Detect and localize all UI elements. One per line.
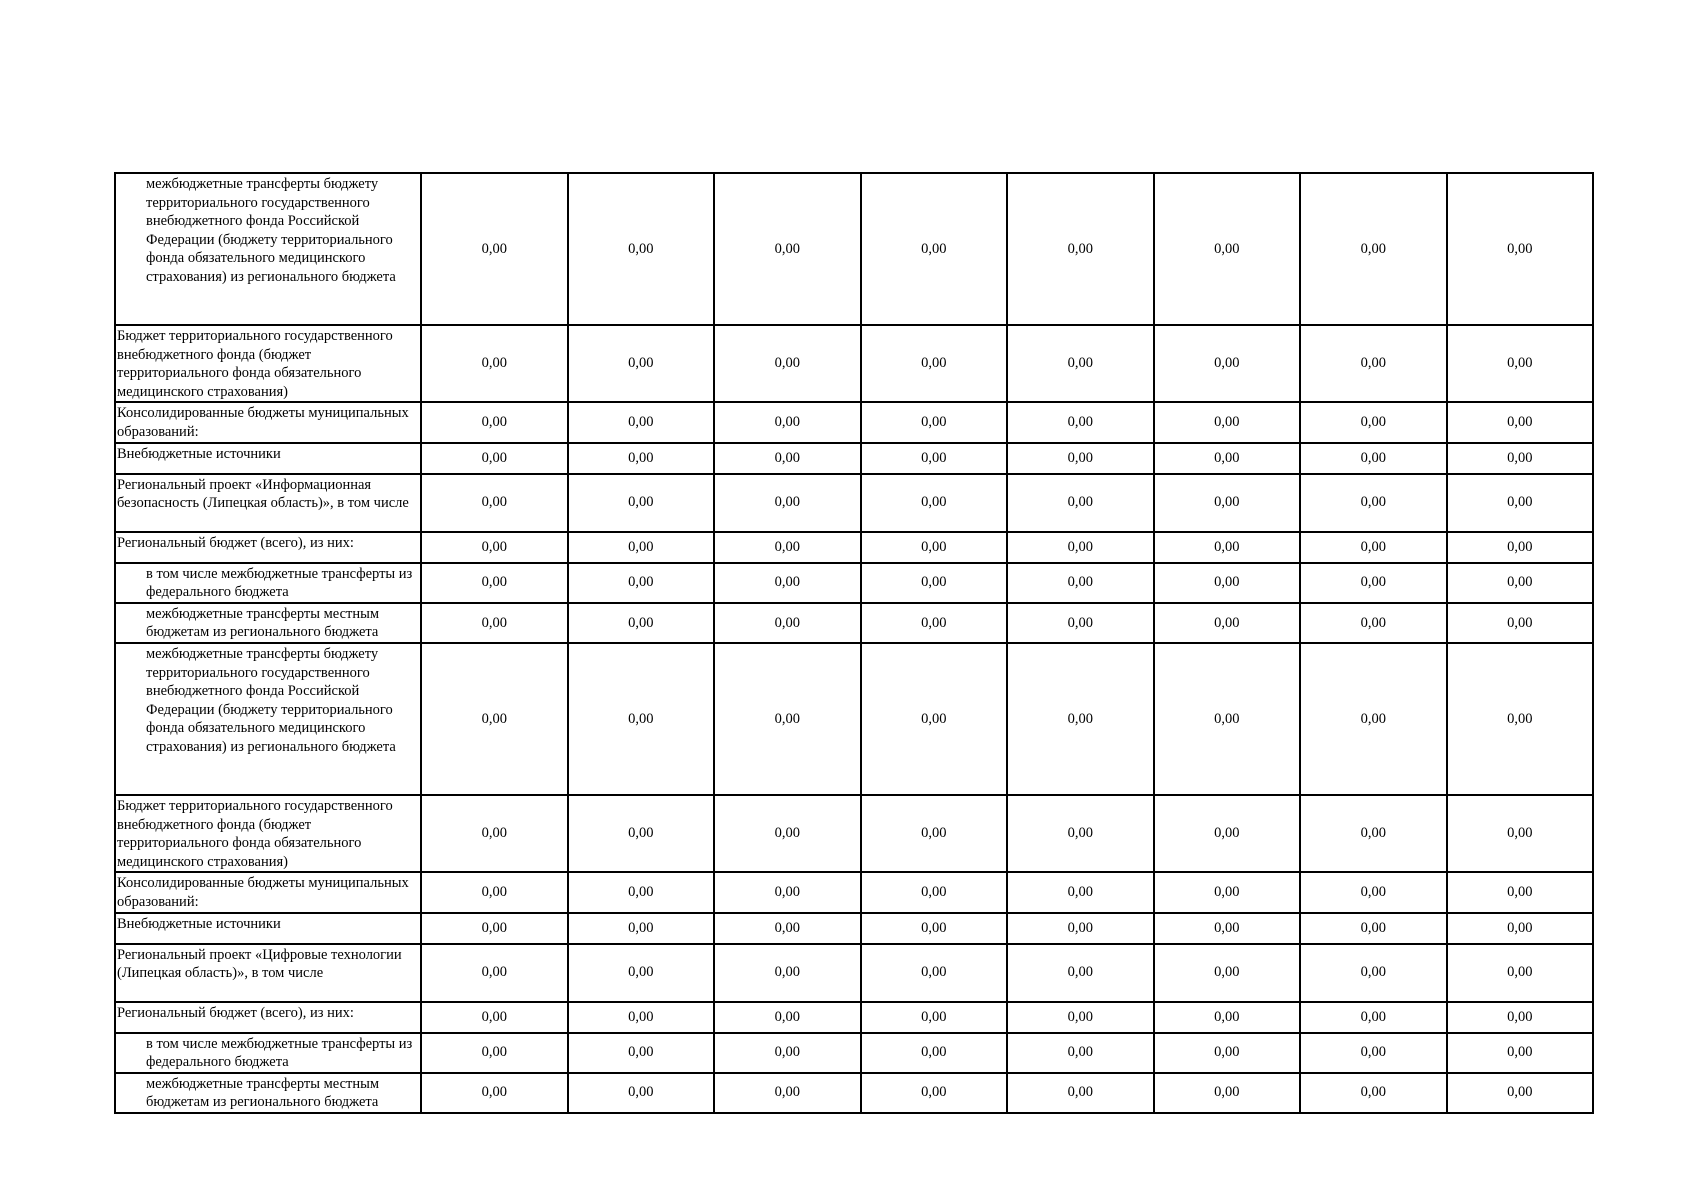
budget-table	[114, 172, 1594, 1114]
value-cell: 0,00	[1300, 532, 1447, 563]
value-cell: 0,00	[1300, 603, 1447, 643]
value-cell: 0,00	[714, 603, 861, 643]
value-cell: 0,00	[1300, 913, 1447, 944]
value-cell: 0,00	[1007, 643, 1154, 795]
value-cell: 0,00	[861, 1073, 1008, 1113]
value-cell: 0,00	[714, 944, 861, 1002]
value-cell: 0,00	[568, 173, 715, 325]
value-cell: 0,00	[1154, 402, 1301, 442]
value-cell: 0,00	[861, 532, 1008, 563]
value-cell: 0,00	[1154, 872, 1301, 912]
value-cell: 0,00	[1300, 643, 1447, 795]
value-cell: 0,00	[1300, 563, 1447, 603]
row-label: межбюджетные трансферты местным бюджетам из регионального бюджета	[115, 603, 421, 643]
value-cell: 0,00	[1007, 443, 1154, 474]
value-cell: 0,00	[1007, 913, 1154, 944]
value-cell: 0,00	[861, 1033, 1008, 1073]
value-cell: 0,00	[568, 474, 715, 532]
value-cell: 0,00	[421, 913, 568, 944]
table-row	[115, 872, 1593, 912]
value-cell: 0,00	[421, 643, 568, 795]
row-label: Внебюджетные источники	[115, 443, 421, 474]
value-cell: 0,00	[714, 643, 861, 795]
value-cell: 0,00	[1447, 944, 1594, 1002]
table-row	[115, 643, 1593, 795]
table-row	[115, 173, 1593, 325]
value-cell: 0,00	[421, 872, 568, 912]
value-cell: 0,00	[714, 532, 861, 563]
value-cell: 0,00	[1154, 643, 1301, 795]
value-cell: 0,00	[1447, 1033, 1594, 1073]
value-cell: 0,00	[714, 1073, 861, 1113]
value-cell: 0,00	[421, 325, 568, 402]
value-cell: 0,00	[1007, 325, 1154, 402]
table-row	[115, 795, 1593, 872]
value-cell: 0,00	[1007, 944, 1154, 1002]
row-label: Региональный проект «Информационная безопасность (Липецкая область)», в том числе	[115, 474, 421, 532]
value-cell: 0,00	[1447, 532, 1594, 563]
value-cell: 0,00	[861, 443, 1008, 474]
value-cell: 0,00	[861, 474, 1008, 532]
row-label: в том числе межбюджетные трансферты из федерального бюджета	[115, 1033, 421, 1073]
value-cell: 0,00	[1154, 474, 1301, 532]
value-cell: 0,00	[1007, 173, 1154, 325]
table-row	[115, 1002, 1593, 1033]
value-cell: 0,00	[568, 795, 715, 872]
value-cell: 0,00	[1154, 944, 1301, 1002]
row-label: Бюджет территориального государственного внебюджетного фонда (бюджет территориального фонда обязательного медицинского страхования)	[115, 325, 421, 402]
value-cell: 0,00	[861, 402, 1008, 442]
value-cell: 0,00	[1154, 913, 1301, 944]
value-cell: 0,00	[568, 1033, 715, 1073]
value-cell: 0,00	[1300, 1033, 1447, 1073]
value-cell: 0,00	[1447, 325, 1594, 402]
value-cell: 0,00	[1007, 1073, 1154, 1113]
row-label: межбюджетные трансферты местным бюджетам из регионального бюджета	[115, 1073, 421, 1113]
row-label: Региональный бюджет (всего), из них:	[115, 1002, 421, 1033]
table-row	[115, 443, 1593, 474]
value-cell: 0,00	[568, 402, 715, 442]
value-cell: 0,00	[861, 603, 1008, 643]
value-cell: 0,00	[1447, 872, 1594, 912]
value-cell: 0,00	[1300, 795, 1447, 872]
row-label: межбюджетные трансферты бюджету территориального государственного внебюджетного фонда Российской Федерации (бюджету территориального фонда обязательного медицинского страхования) из регионального бюджета	[115, 643, 421, 795]
table-row	[115, 532, 1593, 563]
value-cell: 0,00	[1007, 795, 1154, 872]
value-cell: 0,00	[1447, 173, 1594, 325]
value-cell: 0,00	[861, 173, 1008, 325]
value-cell: 0,00	[861, 325, 1008, 402]
value-cell: 0,00	[714, 795, 861, 872]
value-cell: 0,00	[1007, 532, 1154, 563]
value-cell: 0,00	[1154, 563, 1301, 603]
value-cell: 0,00	[861, 872, 1008, 912]
value-cell: 0,00	[714, 913, 861, 944]
value-cell: 0,00	[1154, 173, 1301, 325]
value-cell: 0,00	[714, 1002, 861, 1033]
value-cell: 0,00	[1447, 563, 1594, 603]
value-cell: 0,00	[1154, 325, 1301, 402]
value-cell: 0,00	[714, 474, 861, 532]
row-label: Консолидированные бюджеты муниципальных образований:	[115, 402, 421, 442]
value-cell: 0,00	[1154, 1002, 1301, 1033]
value-cell: 0,00	[568, 643, 715, 795]
value-cell: 0,00	[1447, 1073, 1594, 1113]
row-label: Консолидированные бюджеты муниципальных образований:	[115, 872, 421, 912]
value-cell: 0,00	[421, 1073, 568, 1113]
value-cell: 0,00	[1154, 443, 1301, 474]
row-label: Внебюджетные источники	[115, 913, 421, 944]
value-cell: 0,00	[1300, 1073, 1447, 1113]
value-cell: 0,00	[568, 913, 715, 944]
table-row	[115, 944, 1593, 1002]
value-cell: 0,00	[861, 944, 1008, 1002]
value-cell: 0,00	[1007, 872, 1154, 912]
value-cell: 0,00	[568, 443, 715, 474]
value-cell: 0,00	[568, 563, 715, 603]
value-cell: 0,00	[714, 1033, 861, 1073]
value-cell: 0,00	[861, 1002, 1008, 1033]
value-cell: 0,00	[1447, 643, 1594, 795]
value-cell: 0,00	[1300, 1002, 1447, 1033]
value-cell: 0,00	[421, 173, 568, 325]
value-cell: 0,00	[1447, 913, 1594, 944]
budget-table-body	[115, 173, 1593, 1113]
value-cell: 0,00	[1154, 1033, 1301, 1073]
row-label: Региональный бюджет (всего), из них:	[115, 532, 421, 563]
value-cell: 0,00	[861, 643, 1008, 795]
value-cell: 0,00	[421, 1002, 568, 1033]
value-cell: 0,00	[1154, 532, 1301, 563]
value-cell: 0,00	[1447, 443, 1594, 474]
value-cell: 0,00	[1300, 443, 1447, 474]
value-cell: 0,00	[568, 872, 715, 912]
value-cell: 0,00	[714, 402, 861, 442]
value-cell: 0,00	[568, 1073, 715, 1113]
value-cell: 0,00	[1300, 474, 1447, 532]
value-cell: 0,00	[1007, 474, 1154, 532]
value-cell: 0,00	[421, 474, 568, 532]
value-cell: 0,00	[421, 532, 568, 563]
value-cell: 0,00	[421, 402, 568, 442]
value-cell: 0,00	[1300, 173, 1447, 325]
table-row	[115, 563, 1593, 603]
value-cell: 0,00	[861, 795, 1008, 872]
value-cell: 0,00	[861, 913, 1008, 944]
value-cell: 0,00	[861, 563, 1008, 603]
value-cell: 0,00	[714, 872, 861, 912]
table-row	[115, 474, 1593, 532]
value-cell: 0,00	[421, 944, 568, 1002]
value-cell: 0,00	[1447, 795, 1594, 872]
value-cell: 0,00	[1447, 603, 1594, 643]
row-label: Региональный проект «Цифровые технологии (Липецкая область)», в том числе	[115, 944, 421, 1002]
value-cell: 0,00	[1007, 563, 1154, 603]
value-cell: 0,00	[568, 325, 715, 402]
table-row	[115, 325, 1593, 402]
row-label: межбюджетные трансферты бюджету территориального государственного внебюджетного фонда Российской Федерации (бюджету территориального фонда обязательного медицинского страхования) из регионального бюджета	[115, 173, 421, 325]
value-cell: 0,00	[1007, 1002, 1154, 1033]
value-cell: 0,00	[714, 173, 861, 325]
value-cell: 0,00	[568, 1002, 715, 1033]
row-label: Бюджет территориального государственного внебюджетного фонда (бюджет территориального фонда обязательного медицинского страхования)	[115, 795, 421, 872]
value-cell: 0,00	[1300, 944, 1447, 1002]
table-row	[115, 913, 1593, 944]
value-cell: 0,00	[1447, 1002, 1594, 1033]
value-cell: 0,00	[421, 1033, 568, 1073]
value-cell: 0,00	[1154, 1073, 1301, 1113]
value-cell: 0,00	[1007, 603, 1154, 643]
value-cell: 0,00	[714, 325, 861, 402]
table-row	[115, 1073, 1593, 1113]
row-label: в том числе межбюджетные трансферты из федерального бюджета	[115, 563, 421, 603]
value-cell: 0,00	[421, 603, 568, 643]
value-cell: 0,00	[568, 944, 715, 1002]
value-cell: 0,00	[1007, 1033, 1154, 1073]
value-cell: 0,00	[421, 795, 568, 872]
value-cell: 0,00	[714, 443, 861, 474]
value-cell: 0,00	[568, 603, 715, 643]
value-cell: 0,00	[1300, 402, 1447, 442]
value-cell: 0,00	[714, 563, 861, 603]
value-cell: 0,00	[1300, 325, 1447, 402]
value-cell: 0,00	[1300, 872, 1447, 912]
table-row	[115, 1033, 1593, 1073]
value-cell: 0,00	[568, 532, 715, 563]
table-row	[115, 603, 1593, 643]
value-cell: 0,00	[1447, 402, 1594, 442]
value-cell: 0,00	[1154, 603, 1301, 643]
value-cell: 0,00	[1154, 795, 1301, 872]
table-row	[115, 402, 1593, 442]
value-cell: 0,00	[1007, 402, 1154, 442]
value-cell: 0,00	[421, 563, 568, 603]
value-cell: 0,00	[421, 443, 568, 474]
value-cell: 0,00	[1447, 474, 1594, 532]
